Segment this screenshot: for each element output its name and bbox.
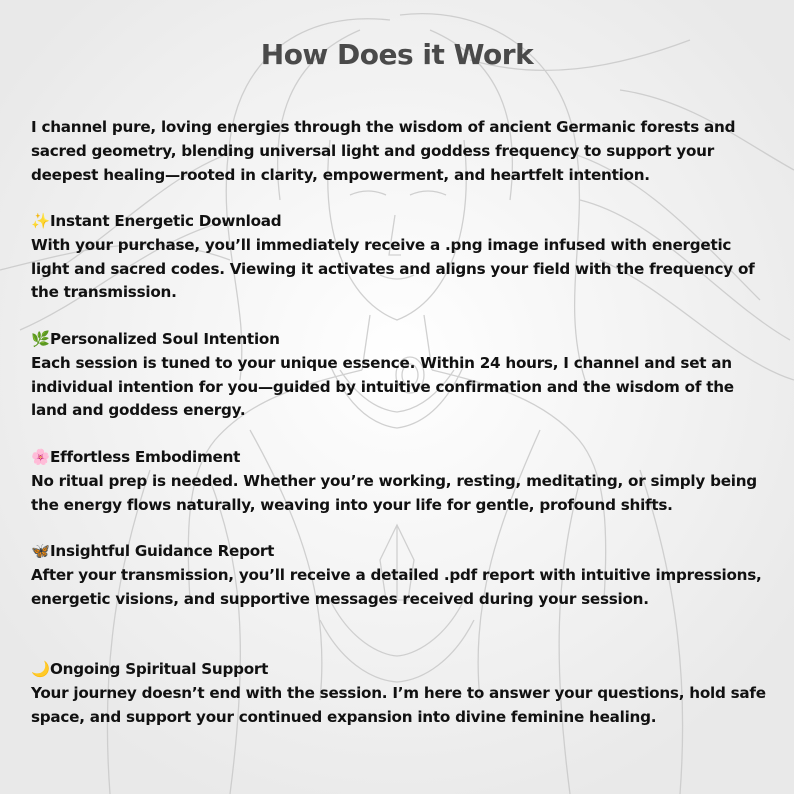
section-heading bbox=[31, 328, 771, 352]
page-title: How Does it Work bbox=[260, 38, 534, 71]
section-insightful-guidance-report bbox=[31, 540, 771, 611]
crescent-moon-icon: 🌙 bbox=[31, 660, 50, 678]
section-body: Each session is tuned to your unique essence. Within 24 hours, I channel and set an individual intention for you—guided by intuitive confirmation and the wisdom of the land and goddess energy. bbox=[31, 353, 734, 420]
herb-icon: 🌿 bbox=[31, 330, 50, 348]
section-title: Ongoing Spiritual Support bbox=[50, 660, 269, 678]
section-effortless-embodiment bbox=[31, 446, 771, 517]
flower-icon: 🌸 bbox=[31, 448, 50, 466]
section-heading bbox=[31, 446, 771, 470]
section-heading bbox=[31, 658, 771, 682]
section-body: Your journey doesn’t end with the session. I’m here to answer your questions, hold safe space, and support your continued expansion into divine feminine healing. bbox=[31, 683, 766, 726]
section-title: Instant Energetic Download bbox=[50, 212, 282, 230]
section-title: Insightful Guidance Report bbox=[50, 542, 275, 560]
section-ongoing-spiritual-support bbox=[31, 658, 771, 729]
section-personalized-soul-intention bbox=[31, 328, 771, 423]
section-title: Effortless Embodiment bbox=[50, 448, 241, 466]
section-body: After your transmission, you’ll receive a detailed .pdf report with intuitive impressions, energetic visions, and supportive messages received during your session. bbox=[31, 565, 762, 608]
sparkles-icon: ✨ bbox=[31, 212, 50, 230]
section-title: Personalized Soul Intention bbox=[50, 330, 280, 348]
section-instant-energetic-download bbox=[31, 210, 771, 305]
butterfly-icon: 🦋 bbox=[31, 542, 50, 560]
section-body: No ritual prep is needed. Whether you’re working, resting, meditating, or simply being the energy flows naturally, weaving into your life for gentle, profound shifts. bbox=[31, 471, 757, 514]
section-heading bbox=[31, 210, 771, 234]
section-heading bbox=[31, 540, 771, 564]
section-body: With your purchase, you’ll immediately receive a .png image infused with energetic light and sacred codes. Viewing it activates and aligns your field with the frequency of the transmission. bbox=[31, 235, 755, 302]
intro-paragraph: I channel pure, loving energies through the wisdom of ancient Germanic forests and sacred geometry, blending universal light and goddess frequency to support your deepest healing—rooted in clarity, empowerment, and heartfelt intention. bbox=[31, 118, 736, 184]
